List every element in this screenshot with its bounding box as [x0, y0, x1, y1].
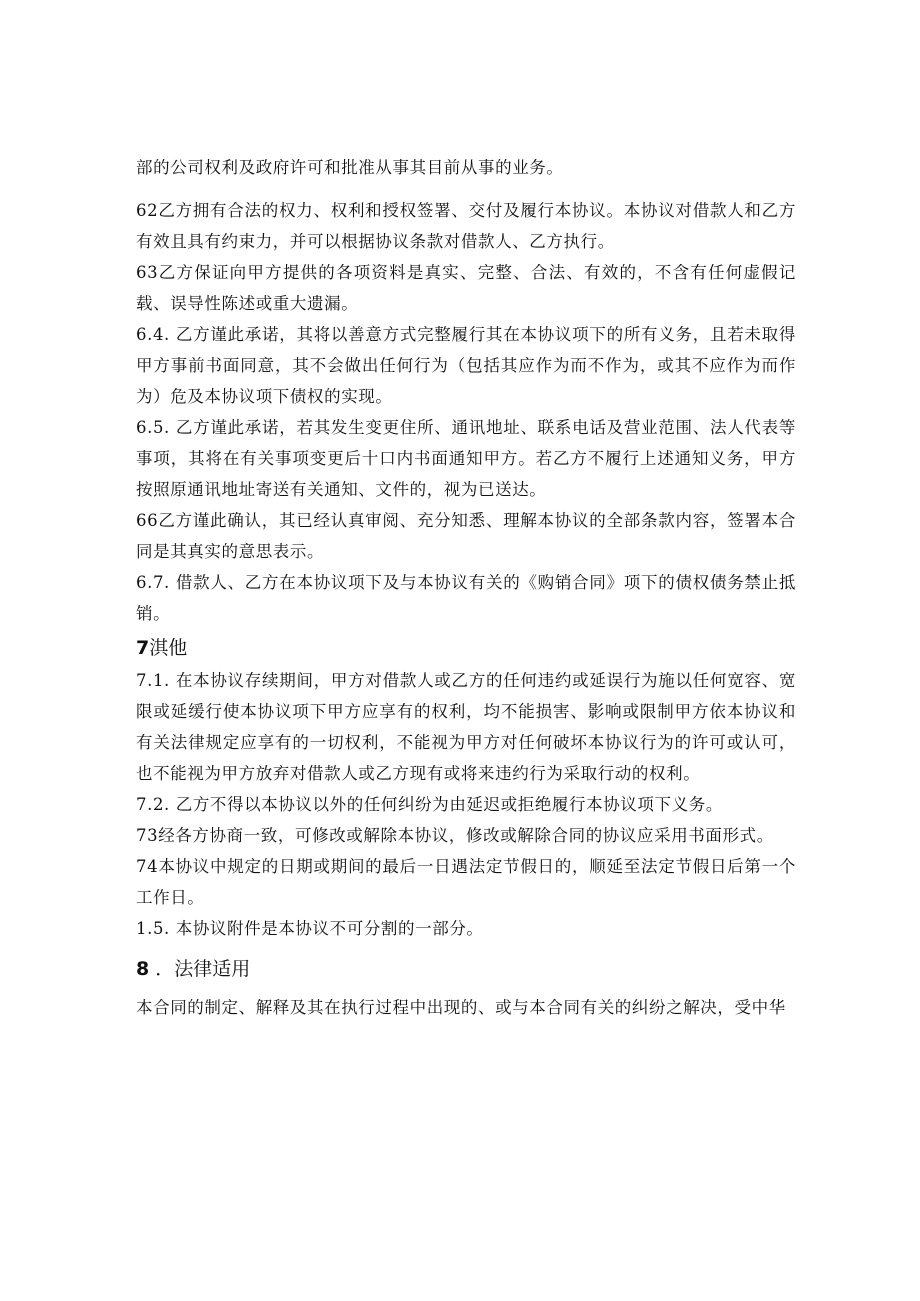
clause-6-6: 66乙方谨此确认，其已经认真审阅、充分知悉、理解本协议的全部条款内容，签署本合同是其真实的意思表示。: [136, 511, 796, 561]
clause-6-3: 63乙方保证向甲方提供的各项资料是真实、完整、合法、有效的，不含有任何虚假记载、误导性陈述或重大遗漏。: [136, 263, 796, 313]
section-8-number: 8: [136, 958, 150, 980]
section-8-body: 本合同的制定、解释及其在执行过程中出现的、或与本合同有关的纠纷之解决，受中华: [136, 998, 786, 1017]
document-page: [136, 152, 796, 1023]
clause-7-4: 74本协议中规定的日期或期间的最后一日遇法定节假日的，顺延至法定节假日后第一个工作日。: [136, 857, 796, 907]
section-7-title: 淇他: [149, 637, 188, 659]
clause-6-2: 62乙方拥有合法的权力、权利和授权签署、交付及履行本协议。本协议对借款人和乙方有效且具有约束力，并可以根据协议条款对借款人、乙方执行。: [136, 201, 796, 251]
paragraph-continuation: 部的公司权利及政府许可和批准从事其目前从事的业务。: [136, 158, 564, 177]
section-8-heading: [136, 952, 796, 986]
clause-6-5: 6.5. 乙方谨此承诺，若其发生变更住所、通讯地址、联系电话及营业范围、法人代表等事项，其将在有关事项变更后十口内书面通知甲方。若乙方不履行上述通知义务，甲方按照原通讯地址寄送有关通知、文件的，视为已送达。: [136, 418, 796, 499]
clause-6-4: 6.4. 乙方谨此承诺，其将以善意方式完整履行其在本协议项下的所有义务，且若未取得甲方事前书面同意，其不会做出任何行为（包括其应作为而不作为，或其不应作为而作为）危及本协议项下债权的实现。: [136, 325, 796, 406]
section-7-heading: [136, 631, 796, 665]
clause-7-3: 73经各方协商一致，可修改或解除本协议，修改或解除合同的协议应采用书面形式。: [136, 826, 774, 845]
clause-7-5: 1.5. 本协议附件是本协议不可分割的一部分。: [136, 919, 484, 938]
clause-7-1: 7.1. 在本协议存续期间，甲方对借款人或乙方的任何违约或延误行为施以任何宽容、宽限或延缓行使本协议项下甲方应享有的权利，均不能损害、影响或限制甲方依本协议和有关法律规定应享有的一切权利，不能视为甲方对任何破坏本协议行为的许可或认可，也不能视为甲方放弃对借款人或乙方现有或将来违约行为采取行动的权利。: [136, 671, 796, 783]
section-8-title: ．法律适用: [155, 958, 251, 980]
clause-7-2: 7.2. 乙方不得以本协议以外的任何纠纷为由延迟或拒绝履行本协议项下义务。: [136, 795, 723, 814]
clause-6-7: 6.7. 借款人、乙方在本协议项下及与本协议有关的《购销合同》项下的债权债务禁止抵销。: [136, 573, 796, 623]
section-7-number: 7: [136, 637, 150, 659]
